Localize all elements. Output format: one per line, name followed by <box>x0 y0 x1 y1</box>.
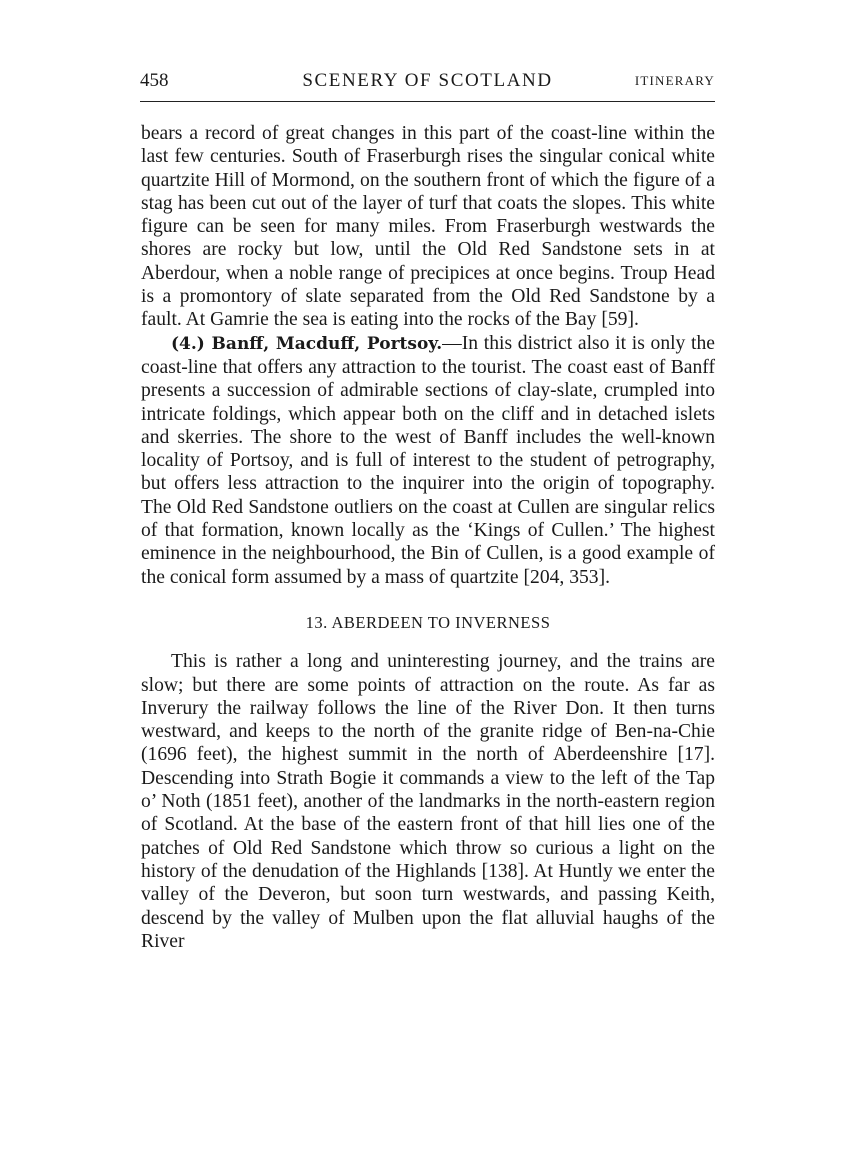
running-header <box>140 70 715 96</box>
paragraph-lead: (4.) Banff, Macduff, Portsoy. <box>171 333 443 354</box>
paragraph-continued <box>141 122 715 332</box>
section-heading: 13. ABERDEEN TO INVERNESS <box>305 612 551 632</box>
paragraph-aberdeen-inverness <box>141 650 715 953</box>
body-text <box>141 122 715 953</box>
paragraph-text: bears a record of great changes in this part of the coast-line within the last few centuries. South of Fraserburgh rises the singular conical white quartzite Hill of Mormond, on the southern front of which the figure of a stag has been cut out of the layer of turf that coats the slopes. This white figure can be seen for many miles. From Fraserburgh westwards the shores are rocky but low, until the Old Red Sandstone sets in at Aberdour, when a noble range of precipices at once begins. Troup Head is a promontory of slate separated from the Old Red Sandstone by a fault. At Gamrie the sea is eating into the rocks of the Bay [59]. <box>141 123 715 331</box>
section-label: ITINERARY <box>634 73 715 88</box>
paragraph-banff <box>141 332 715 589</box>
paragraph-text: —In this district also it is only the coast-line that offers any attraction to the tourist. The coast east of Banff presents a succession of admirable sections of clay-slate, crumpled into intricate foldings, which appear both on the cliff and in detached islets and skerries. The shore to the west of Banff includes the well-known locality of Portsoy, and is full of interest to the student of petrography, but offers less attraction to the inquirer into the origin of topography. The Old Red Sandstone outliers on the coast at Cullen are singular relics of that formation, known locally as the ‘Kings of Cullen.’ The highest eminence in the neighbourhood, the Bin of Cullen, is a good example of the conical form assumed by a mass of quartzite [204, 353]. <box>141 332 715 588</box>
running-title: SCENERY OF SCOTLAND <box>302 70 553 91</box>
page-number: 458 <box>140 70 169 91</box>
paragraph-text: This is rather a long and uninteresting journey, and the trains are slow; but there are some points of attraction on the route. As far as Inverury the railway follows the line of the River Don. It then turns westward, and keeps to the north of the granite ridge of Ben-na-Chie (1696 feet), the highest summit in the north of Aberdeenshire [17]. Descending into Strath Bogie it commands a view to the left of the Tap o’ Noth (1851 feet), another of the landmarks in the north-eastern region of Scotland. At the base of the eastern front of that hill lies one of the patches of Old Red Sandstone which throw so curious a light on the history of the denudation of the Highlands [138]. At Huntly we enter the valley of the Deveron, but soon turn westwards, and passing Keith, descend by the valley of Mulben upon the flat alluvial haughs of the River <box>141 651 715 952</box>
header-rule <box>140 101 715 102</box>
